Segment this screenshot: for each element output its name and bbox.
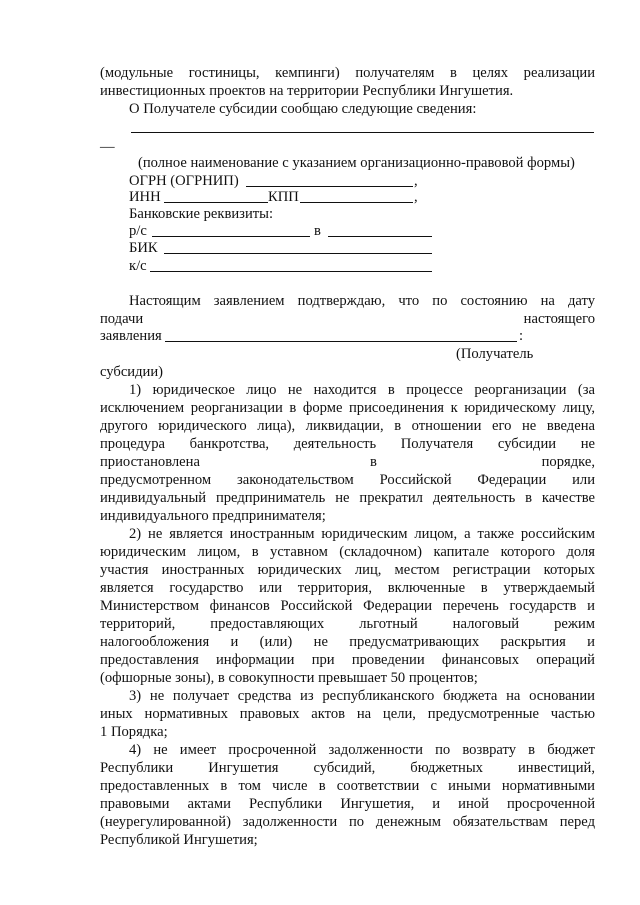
bik-label: БИК [129,240,158,256]
statement-nastoyashchego: настоящего [523,311,595,327]
item-4-line-3: предоставленных в том числе в соответствии с иными нормативными [100,778,595,794]
ogrn-field-line [246,186,413,187]
item-1-line-1: 1) юридическое лицо не находится в процессе реорганизации (за [129,382,595,398]
ks-field-line [150,271,432,272]
item-1-line-6: предусмотренном законодательством Российской Федерации или [100,472,595,488]
application-date-line [165,341,517,342]
ogrn-comma: , [414,173,418,189]
kpp-comma: , [414,189,418,205]
statement-recipient-hint: (Получатель [456,346,534,362]
bik-field-line [164,253,432,254]
statement-recipient-hint-end: субсидии) [100,364,164,380]
statement-podachi: подачи [100,311,144,327]
item-4-line-1: 4) не имеет просроченной задолженности по возврату в бюджет [129,742,595,758]
rs-bank-in-label: в [314,223,321,239]
item-1-line-8: индивидуального предпринимателя; [100,508,326,524]
item-2-line-1: 2) не является иностранным юридическим лицом, а также российским [129,526,595,542]
item-1-line-4: процедура банкротства, деятельность Получателя субсидии не [100,436,595,452]
rs-field-line [152,236,310,237]
item-1-line-7: индивидуальный предприниматель не прекратил деятельность в качестве [100,490,595,506]
intro-line-2: инвестиционных проектов на территории Республики Ингушетия. [100,83,514,99]
full-name-hint: (полное наименование с указанием организационно-правовой формы) [138,155,575,171]
item-4-line-6: Республикой Ингушетия; [100,832,258,848]
item-3-line-2: иных нормативных правовых актов на цели, предусмотренные частью [100,706,595,722]
item-2-line-9: (офшорные зоны), в совокупности превышает 50 процентов; [100,670,478,686]
item-1-line-5b: в [370,454,377,470]
item-2-line-4: является государство или территория, включенные в утверждаемый [100,580,595,596]
item-4-line-5: (неурегулированной) задолженности по денежным обязательствам перед [100,814,595,830]
kpp-label: КПП [268,189,299,205]
bank-details-label: Банковские реквизиты: [129,206,273,222]
item-2-line-2: юридическим лицом, в уставном (складочном) капитале которого доля [100,544,595,560]
item-3-line-3: 1 Порядка; [100,724,168,740]
rs-label: р/с [129,223,147,239]
item-2-line-5: Министерством финансов Российской Федерации перечень государств и [100,598,595,614]
dash-mark: — [100,139,115,155]
ks-label: к/с [129,258,147,274]
item-1-line-2: исключением реорганизации в форме присоединения к юридическому лицу, [100,400,595,416]
intro-line-3: О Получателе субсидии сообщаю следующие сведения: [129,101,477,117]
intro-line-1: (модульные гостиницы, кемпинги) получателям в целях реализации [100,65,595,81]
item-1-line-5a: приостановлена [100,454,200,470]
statement-colon: : [519,328,524,344]
statement-zayavleniya: заявления [100,328,162,344]
item-2-line-7: налогообложения и (или) не предусматривающих раскрытия и [100,634,595,650]
full-name-line [131,132,594,133]
item-1-line-5c: порядке, [541,454,595,470]
item-2-line-3: участия иностранных юридических лиц, местом регистрации которых [100,562,595,578]
item-2-line-6: территорий, предоставляющих льготный налоговый режим [100,616,595,632]
statement-line-1: Настоящим заявлением подтверждаю, что по состоянию на дату [129,293,595,309]
inn-label: ИНН [129,189,161,205]
item-2-line-8: предоставления информации при проведении финансовых операций [100,652,595,668]
item-3-line-1: 3) не получает средства из республиканского бюджета на основании [129,688,595,704]
ogrn-label: ОГРН (ОГРНИП) [129,173,239,189]
kpp-field-line [300,202,413,203]
rs-bank-field-line [328,236,432,237]
item-4-line-4: правовыми актами Республики Ингушетия, и иной просроченной [100,796,595,812]
item-1-line-3: другого юридического лица), ликвидации, в отношении его не введена [100,418,595,434]
inn-field-line [164,202,268,203]
item-4-line-2: Республики Ингушетия субсидий, бюджетных инвестиций, [100,760,595,776]
